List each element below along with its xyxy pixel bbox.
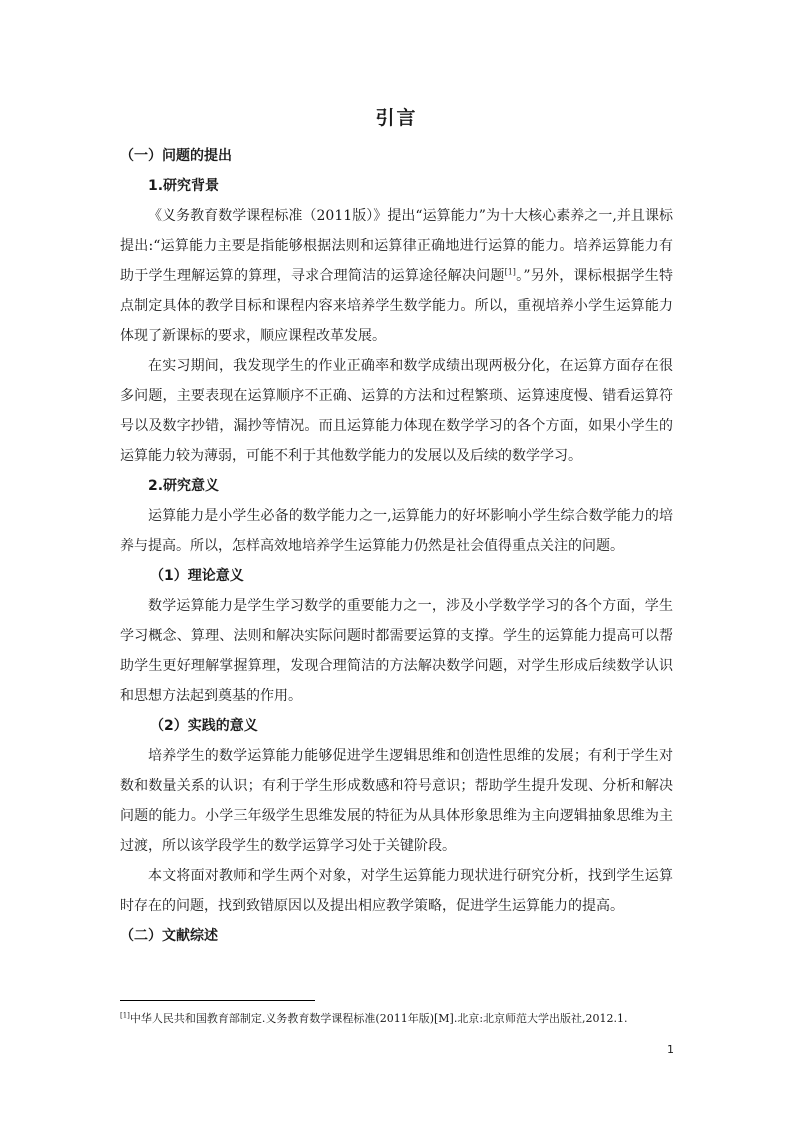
paragraph-text: 。”另外，课标根据学生特点制定具体的教学目标和课程内容来培养学生数学能力。所以，重视培养小学生运算能力体现了新课标的要求，顺应课程改革发展。 xyxy=(120,268,673,344)
footnote xyxy=(120,1011,680,1027)
section-heading-problem: （一）问题的提出 xyxy=(120,148,232,164)
paragraph-background-2: 在实习期间，我发现学生的作业正确率和数学成绩出现两极分化，在运算方面存在很多问题，主要表现在运算顺序不正确、运算的方法和过程繁琐、运算速度慢、错看运算符号以及数字抄错，漏抄等情况。而且运算能力体现在数学学习的各个方面，如果小学生的运算能力较为薄弱，可能不利于其他数学能力的发展以及后续的数学学习。 xyxy=(120,358,673,464)
footnote-text: 中华人民共和国教育部制定.义务教育数学课程标准(2011年版)[M].北京:北京师范大学出版社,2012.1. xyxy=(129,1012,628,1025)
paragraph-practice-2: 本文将面对教师和学生两个对象，对学生运算能力现状进行研究分析，找到学生运算时存在的问题，找到致错原因以及提出相应教学策略，促进学生运算能力的提高。 xyxy=(120,868,673,914)
section-heading-literature: （二）文献综述 xyxy=(120,928,218,944)
subsection-heading-theory: （1）理论意义 xyxy=(150,568,244,584)
citation-ref[interactable]: [1] xyxy=(504,267,516,277)
paragraph-significance: 运算能力是小学生必备的数学能力之一,运算能力的好坏影响小学生综合数学能力的培养与提高。所以，怎样高效地培养学生运算能力仍然是社会值得重点关注的问题。 xyxy=(120,508,673,554)
footnote-ref: [1] xyxy=(120,1011,130,1020)
paragraph-text: 《义务教育数学课程标准（2011版）》提出“运算能力”为十大核心素养之一,并且课标提出:“运算能力主要是指能够根据法则和运算律正确地进行运算的能力。培养运算能力有助于学生理解运算的算理，寻求合理简洁的运算途径解决问题 xyxy=(120,208,673,284)
body-content xyxy=(120,141,673,951)
subsection-heading-background: 1.研究背景 xyxy=(148,178,220,194)
page-number: 1 xyxy=(667,1043,674,1056)
paragraph-theory: 数学运算能力是学生学习数学的重要能力之一，涉及小学数学学习的各个方面，学生学习概念、算理、法则和解决实际问题时都需要运算的支撑。学生的运算能力提高可以帮助学生更好理解掌握算理，发现合理简洁的方法解决数学问题，对学生形成后续数学认识和思想方法起到奠基的作用。 xyxy=(120,598,673,704)
paragraph-background-1 xyxy=(120,201,673,351)
page-title: 引言 xyxy=(375,107,418,129)
paragraph-practice-1: 培养学生的数学运算能力能够促进学生逻辑思维和创造性思维的发展；有利于学生对数和数量关系的认识；有利于学生形成数感和符号意识；帮助学生提升发现、分析和解决问题的能力。小学三年级学生思维发展的特征为从具体形象思维为主向逻辑抽象思维为主过渡，所以该学段学生的数学运算学习处于关键阶段。 xyxy=(120,748,673,854)
footnote-divider xyxy=(120,1000,315,1001)
subsection-heading-significance: 2.研究意义 xyxy=(148,478,220,494)
subsection-heading-practice: （2）实践的意义 xyxy=(150,718,258,734)
